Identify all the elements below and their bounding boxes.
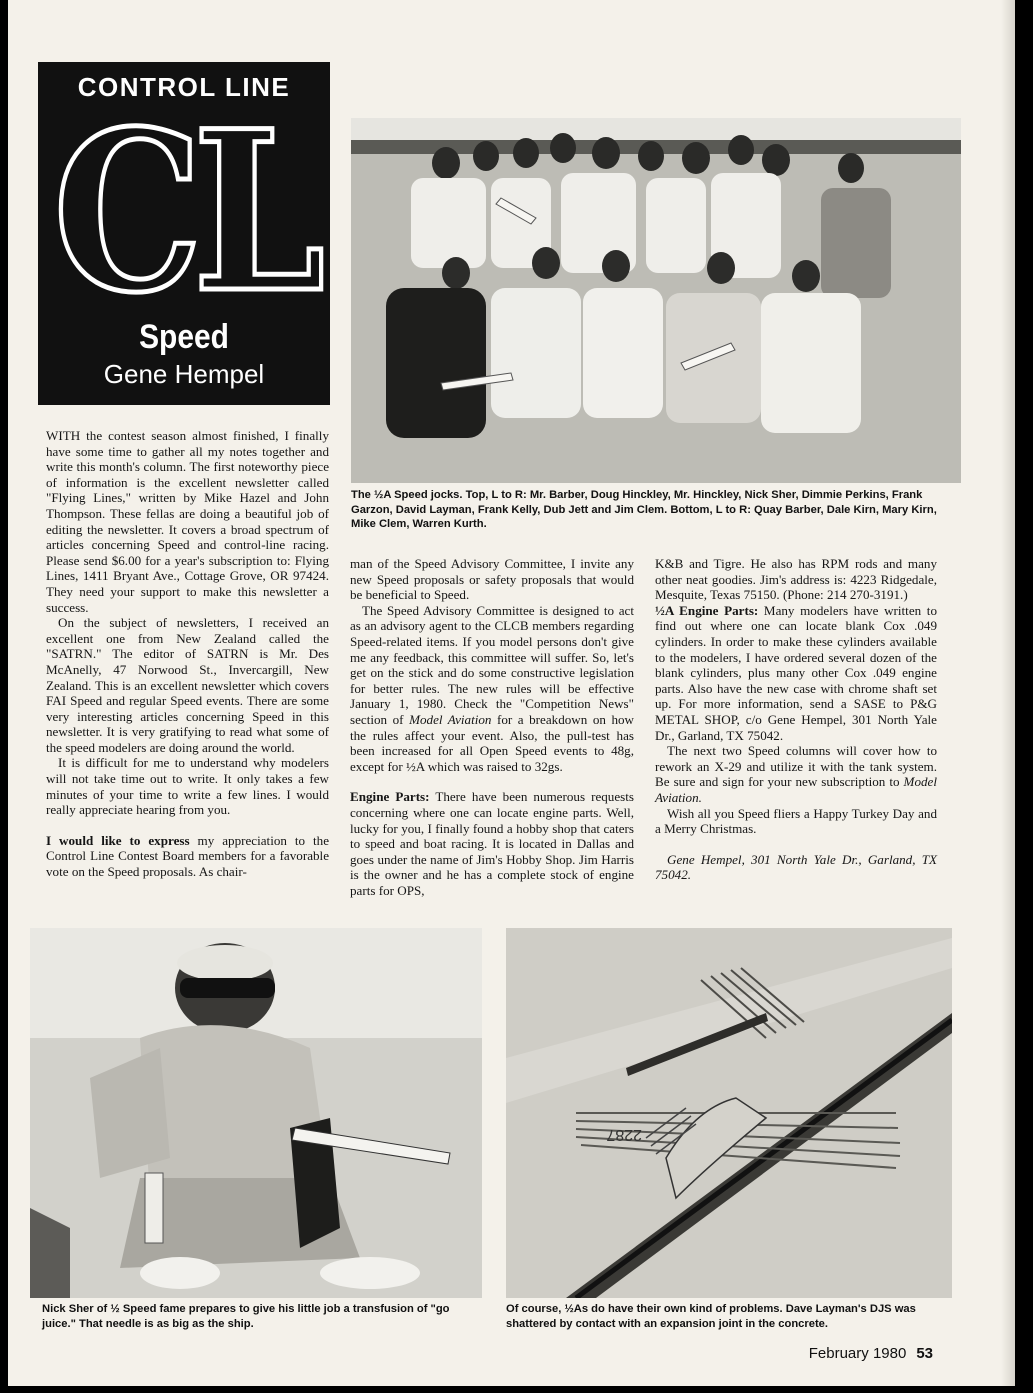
signature: Gene Hempel, 301 North Yale Dr., Garland, TX 75042. <box>655 851 937 883</box>
page-number: 53 <box>916 1345 933 1362</box>
paragraph: Wish all you Speed fliers a Happy Turkey Day and a Merry Christmas. <box>655 805 937 837</box>
nick-sher-photo-image <box>30 928 482 1298</box>
nick-sher-photo <box>30 928 482 1298</box>
text-column-2 <box>350 556 634 898</box>
issue-date: February 1980 <box>808 1345 907 1362</box>
shattered-model-photo <box>506 928 952 1298</box>
paragraph: ½A Engine Parts: Many modelers have written to find out where one can locate blank Cox .049 cylinders. In order to make these cylinders available to the modelers, I have ordered several dozen of the blank cylinders, plus many other Cox .049 engine parts. Also have the new case with chrome shaft set up. For more information, send a SASE to P&G METAL SHOP, c/o Gene Hempel, 301 North Yale Dr., Garland, TX 75042. <box>655 602 937 743</box>
text-column-1 <box>46 428 329 880</box>
paragraph: On the subject of newsletters, I received an excellent one from New Zealand called the "SATRN." The editor of SATRN is Mr. Des McAnelly, 47 Norwood St., Invercargill, New Zealand. This is an excellent newsletter which covers FAI Speed and regular Speed events. There are some very interesting articles concerning Speed in this newsletter. It is very gratifying to read what some of the speed modelers are doing around the world. <box>46 615 329 755</box>
cl-logo-text: CL <box>53 111 322 311</box>
group-photo-caption: The ½A Speed jocks. Top, L to R: Mr. Barber, Doug Hinckley, Mr. Hinckley, Nick Sher, Dimmie Perkins, Frank Garzon, David Layman, Frank Kelly, Dub Jett and Jim Clem. Bottom, L to R: Quay Barber, Dale Kirn, Mary Kirn, Mike Clem, Warren Kurth. <box>351 489 937 530</box>
model-marking: 2287 <box>606 1126 642 1143</box>
paragraph-lead: ½A Engine Parts: <box>655 602 759 618</box>
column-header <box>38 62 330 405</box>
paragraph: man of the Speed Advisory Committee, I invite any new Speed proposals or safety proposals that would be beneficial to Speed. <box>350 556 634 603</box>
paragraph: It is difficult for me to understand why modelers will not take time out to write. It only takes a few minutes of your time to write a few lines. I would really appreciate hearing from you. <box>46 755 329 818</box>
group-photo <box>351 118 961 483</box>
column-author: Gene Hempel <box>103 359 265 389</box>
paragraph-lead: I would like to express <box>46 832 190 848</box>
paragraph: WITH the contest season almost finished, I finally have some time to gather all my notes together and write this month's column. The first noteworthy piece of information is the excellent newsletter called "Flying Lines," written by Mike Hazel and John Thompson. These fellas are doing a beautiful job of editing the newsletter. It covers a broad spectrum of articles concerning Speed and control-line racing. Please send $6.00 for a year's subscription to: Flying Lines, 1411 Bryant Ave., Cottage Grove, OR 97424. They need your support to make this newsletter a success. <box>46 428 329 615</box>
magazine-page <box>8 0 1015 1386</box>
section-title: CONTROL LINE <box>77 72 291 102</box>
shattered-model-photo-image <box>506 928 952 1298</box>
page-footer <box>809 1345 933 1362</box>
cl-logo <box>38 111 330 316</box>
nick-sher-photo-caption: Nick Sher of ½ Speed fame prepares to give his little job a transfusion of "go juice." That needle is as big as the ship. <box>42 1303 450 1330</box>
text-column-3 <box>655 556 937 883</box>
column-topic: Speed <box>139 318 229 356</box>
paragraph: The Speed Advisory Committee is designed to act as an advisory agent to the CLCB members regarding Speed-related items. If you model persons don't give me any feedback, this committee will suffer. So, let's get on the stick and do some constructive legislation for better rules. The new rules will be effective January 1, 1980. Check the "Competition News" section of Model Aviation for a breakdown on how the rules affect your event. Also, the pull-test has been increased for all Open Speed events to 48g, except for ½A which was raised to 32gs. <box>350 602 634 774</box>
paragraph: I would like to express my appreciation to the Control Line Contest Board members for a favorable vote on the Speed proposals. As chair- <box>46 832 330 880</box>
paragraph-lead: Engine Parts: <box>350 789 430 805</box>
group-photo-image <box>351 118 961 483</box>
paragraph: Engine Parts: There have been numerous requests concerning where one can locate engine parts. Well, lucky for you, I finally found a hobby shop that caters to speed and boat racing. It is located in Dallas and goes under the name of Jim's Hobby Shop. Jim Harris is the owner and he has a complete stock of engine parts for OPS, <box>350 789 634 898</box>
paragraph: K&B and Tigre. He also has RPM rods and many other neat goodies. Jim's address is: 4223 Ridgedale, Mesquite, Texas 75150. (Phone: 214 270-3191.) <box>655 556 937 603</box>
shattered-model-photo-caption: Of course, ½As do have their own kind of problems. Dave Layman's DJS was shattered by contact with an expansion joint in the concrete. <box>506 1303 916 1330</box>
paragraph: The next two Speed columns will cover how to rework an X-29 and utilize it with the tank system. Be sure and sign for your new subscription to Model Aviation. <box>655 743 937 805</box>
page-edge-shadow <box>1001 0 1015 1386</box>
